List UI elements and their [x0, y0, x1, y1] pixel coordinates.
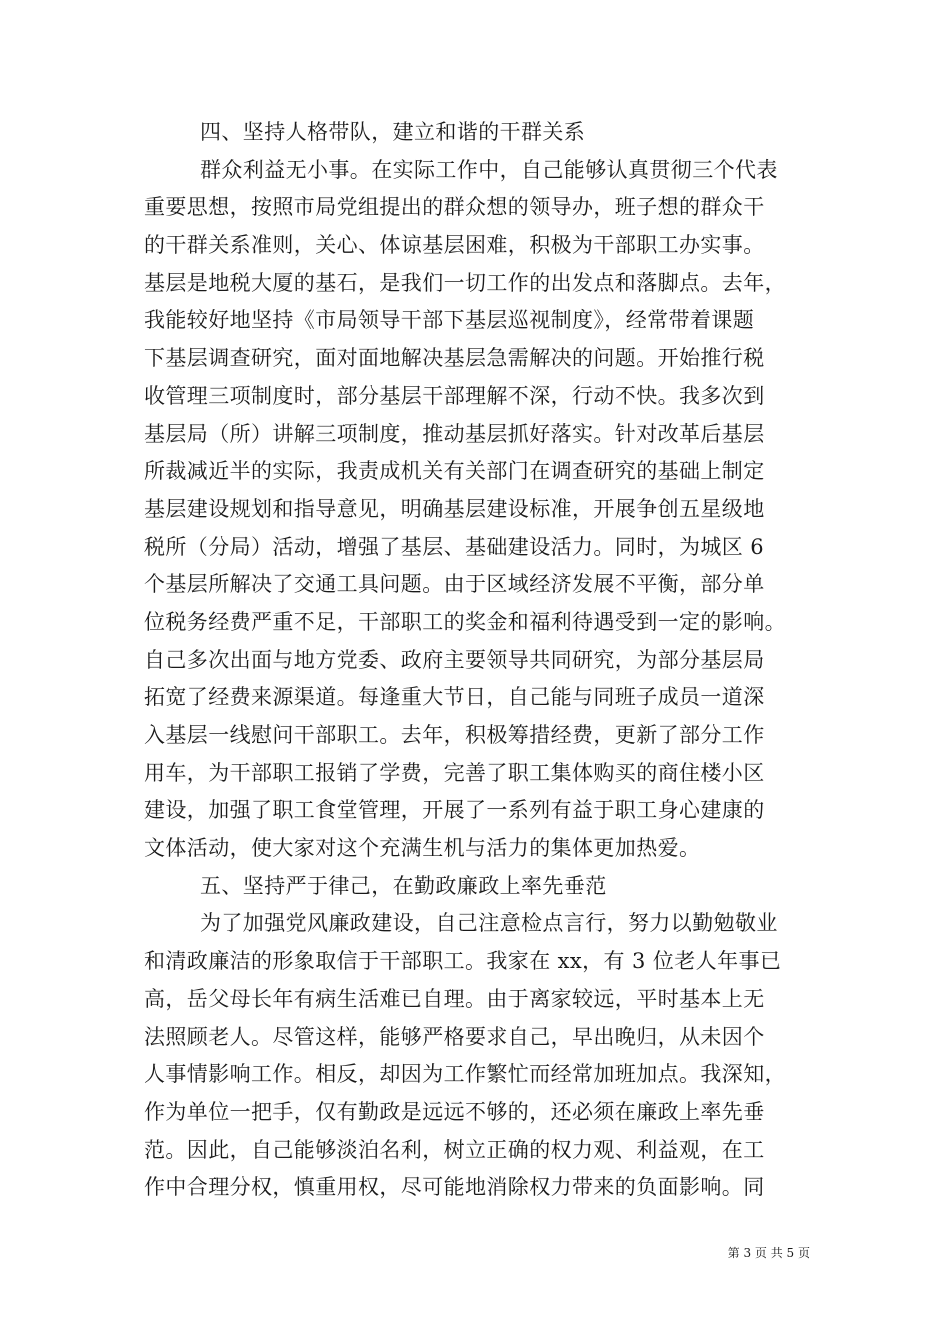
text-line: 我能较好地坚持《市局领导干部下基层巡视制度》，经常带着课题 — [144, 308, 755, 333]
text-line: 用车，为干部职工报销了学费，完善了职工集体购买的商住楼小区 — [144, 760, 765, 785]
text-line: 文体活动，使大家对这个充满生机与活力的集体更加热爱。 — [144, 836, 701, 861]
text-line: 作为单位一把手，仅有勤政是远远不够的，还必须在廉政上率先垂 — [144, 1099, 765, 1124]
paragraph-first-line: 群众利益无小事。在实际工作中，自己能够认真贯彻三个代表 — [200, 157, 778, 182]
text-line: 和清政廉洁的形象取信于干部职工。我家在 xx，有 3 位老人年事已 — [144, 949, 782, 974]
text-line: 重要思想，按照市局党组提出的群众想的领导办，班子想的群众干 — [144, 195, 765, 220]
text-line: 所裁减近半的实际，我责成机关有关部门在调查研究的基础上制定 — [144, 459, 765, 484]
text-line: 法照顾老人。尽管这样，能够严格要求自己，早出晚归，从未因个 — [144, 1024, 765, 1049]
text-line: 下基层调查研究，面对面地解决基层急需解决的问题。开始推行税 — [144, 346, 765, 371]
text-line: 拓宽了经费来源渠道。每逢重大节日，自己能与同班子成员一道深 — [144, 685, 765, 710]
text-line: 建设，加强了职工食堂管理，开展了一系列有益于职工身心建康的 — [144, 798, 765, 823]
section-heading: 五、坚持严于律己，在勤政廉政上率先垂范 — [200, 873, 607, 898]
text-line: 人事情影响工作。相反，却因为工作繁忙而经常加班加点。我深知， — [144, 1062, 786, 1087]
page-number-footer: 第 3 页 共 5 页 — [727, 1246, 810, 1260]
text-line: 税所（分局）活动，增强了基层、基础建设活力。同时，为城区 6 — [144, 534, 765, 559]
text-line: 作中合理分权，慎重用权，尽可能地消除权力带来的负面影响。同 — [144, 1175, 765, 1200]
text-line: 的干群关系准则，关心、体谅基层困难，积极为干部职工办实事。 — [144, 233, 765, 258]
section-heading: 四、坚持人格带队，建立和谐的干群关系 — [200, 120, 586, 144]
text-line: 基层建设规划和指导意见，明确基层建设标准，开展争创五星级地 — [144, 496, 765, 521]
text-line: 范。因此，自己能够淡泊名利，树立正确的权力观、利益观，在工 — [144, 1137, 765, 1162]
paragraph-first-line: 为了加强党风廉政建设，自己注意检点言行，努力以勤勉敬业 — [200, 911, 778, 936]
text-line: 基层局（所）讲解三项制度，推动基层抓好落实。针对改革后基层 — [144, 421, 765, 446]
text-line: 自己多次出面与地方党委、政府主要领导共同研究，为部分基层局 — [144, 647, 765, 672]
text-line: 入基层一线慰问干部职工。去年，积极筹措经费，更新了部分工作 — [144, 723, 765, 747]
text-line: 高，岳父母长年有病生活难已自理。由于离家较远，平时基本上无 — [144, 986, 765, 1011]
text-line: 个基层所解决了交通工具问题。由于区域经济发展不平衡，部分单 — [144, 572, 765, 597]
text-line: 收管理三项制度时，部分基层干部理解不深，行动不快。我多次到 — [144, 383, 765, 408]
document-body — [144, 114, 808, 1207]
text-line: 位税务经费严重不足，干部职工的奖金和福利待遇受到一定的影响。 — [144, 609, 786, 634]
text-line: 基层是地税大厦的基石，是我们一切工作的出发点和落脚点。去年， — [144, 270, 786, 295]
